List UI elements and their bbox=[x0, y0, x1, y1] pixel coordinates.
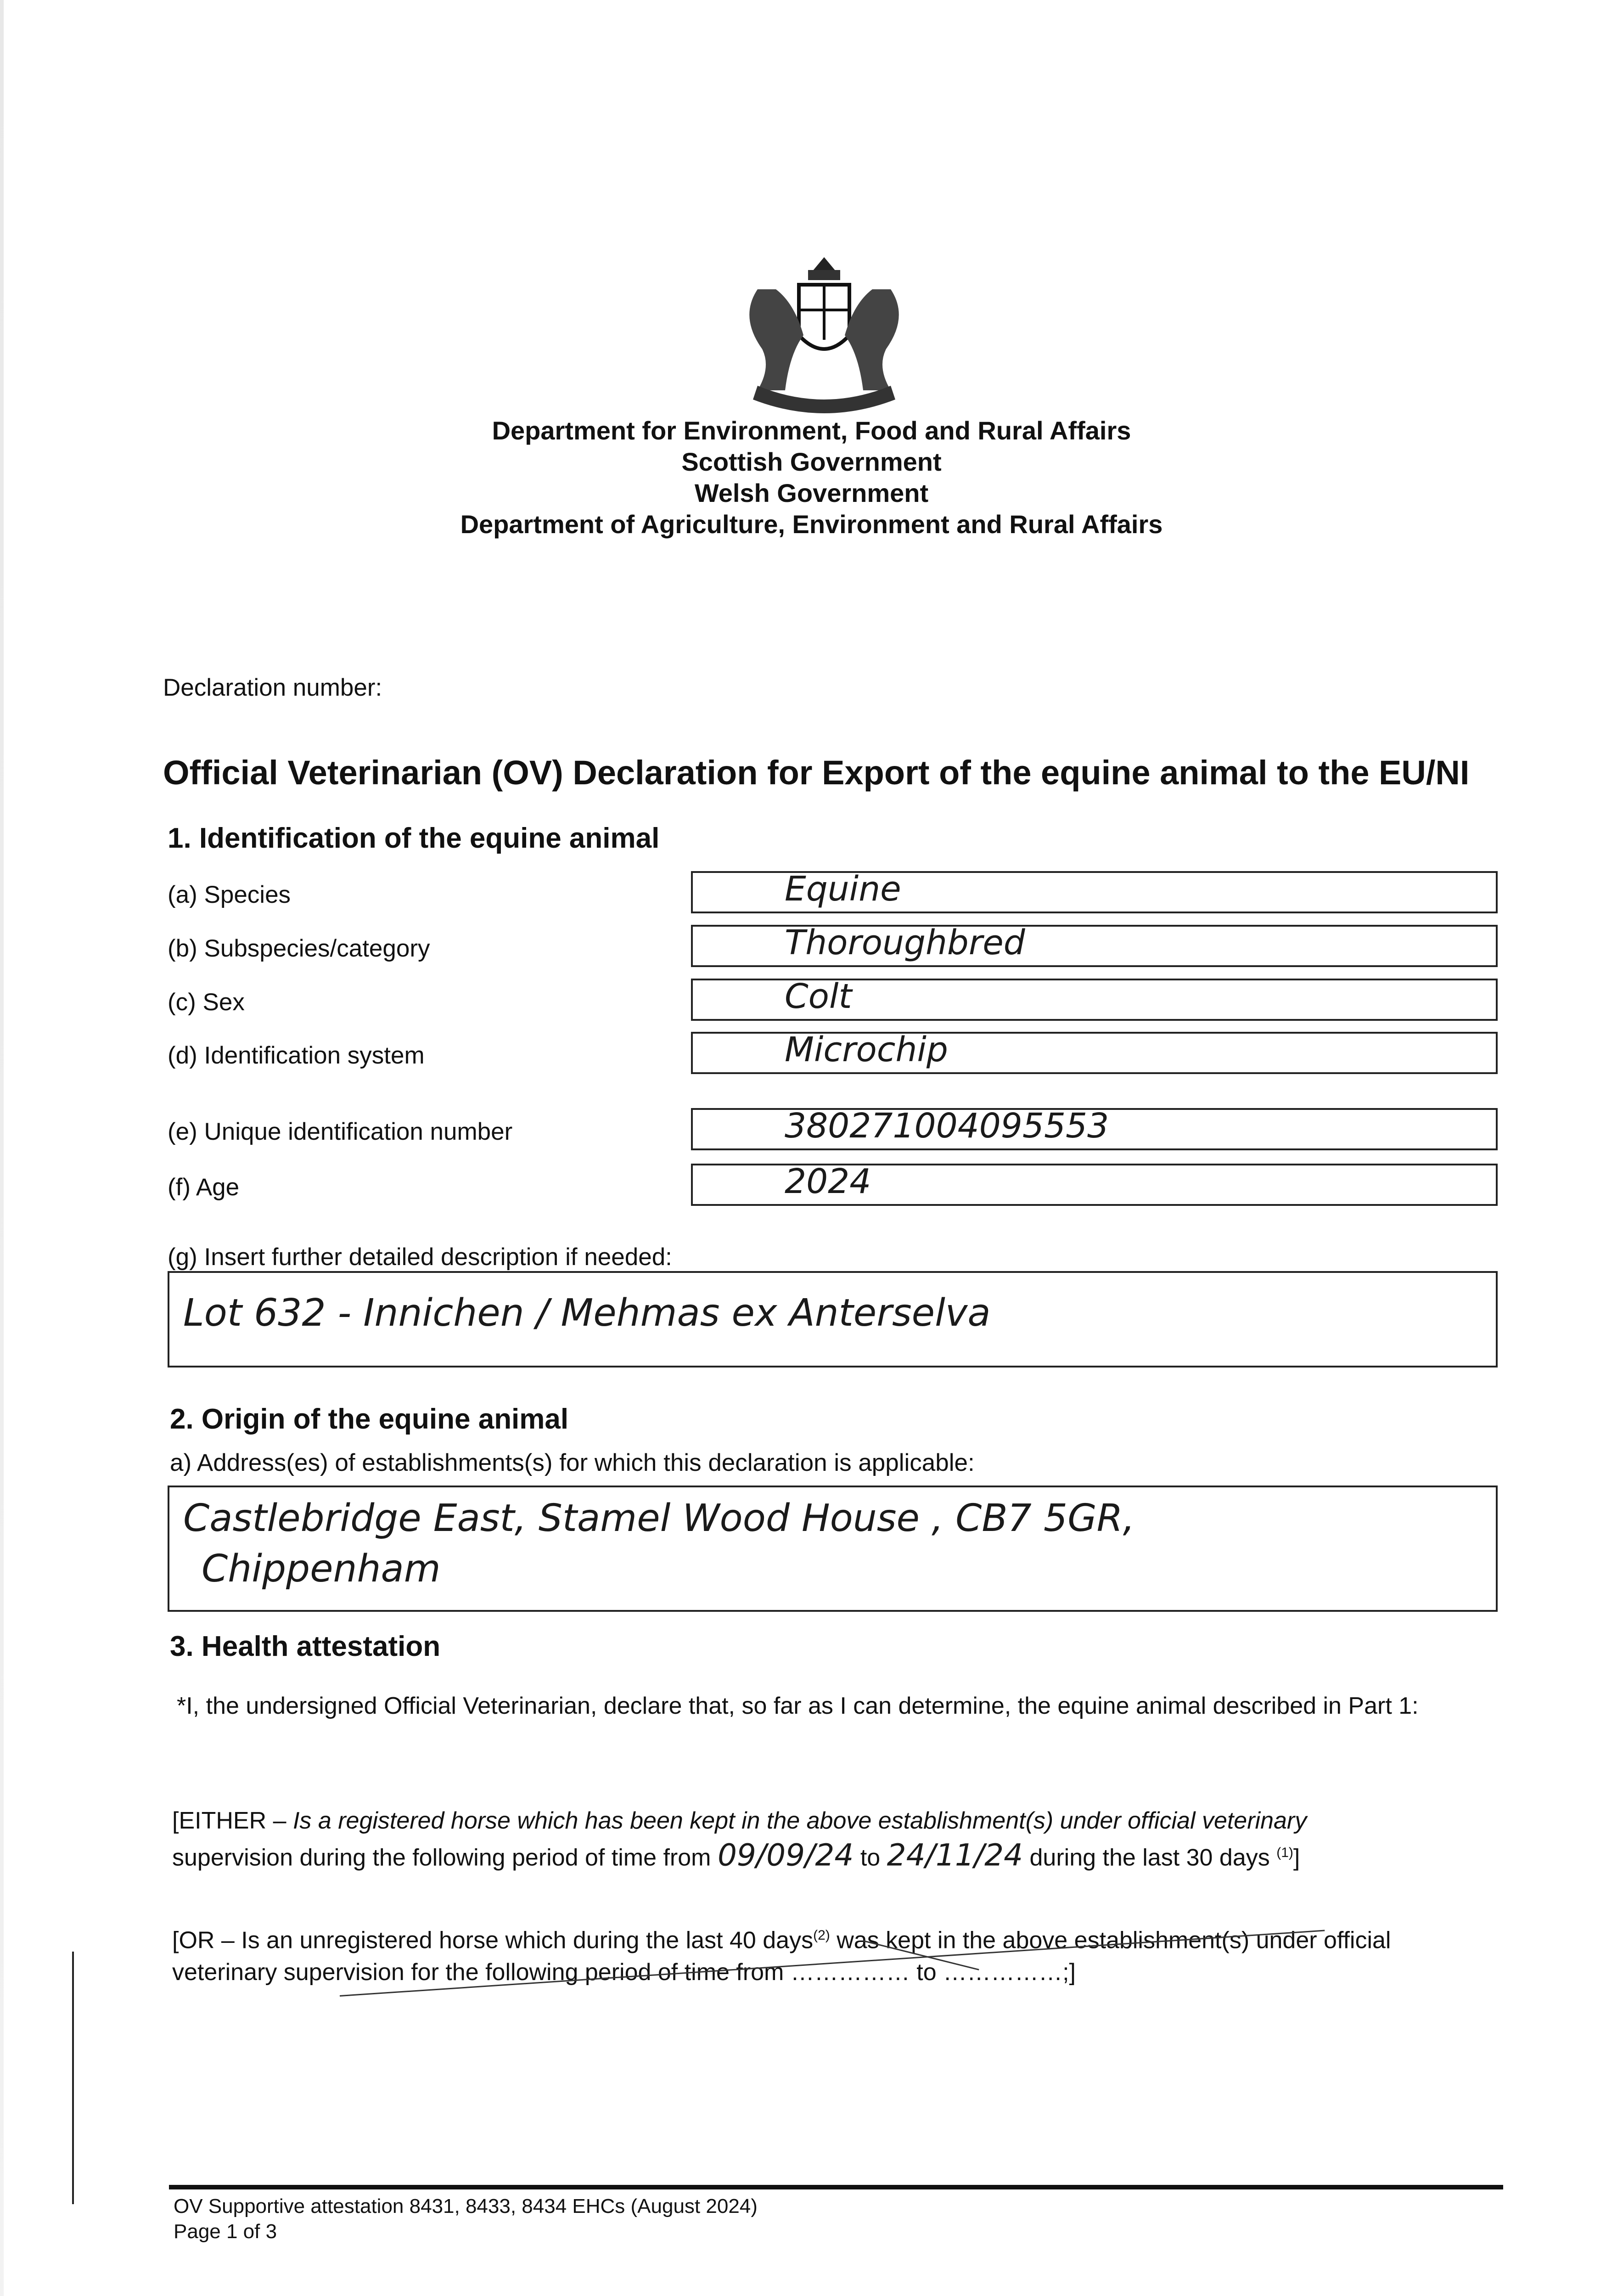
further-description-field bbox=[168, 1271, 1498, 1367]
scan-edge bbox=[0, 0, 4, 2296]
either-close: ] bbox=[1293, 1844, 1300, 1871]
either-to-word: to bbox=[860, 1844, 881, 1871]
field-label-sex: (c) Sex bbox=[168, 989, 245, 1016]
age-field bbox=[691, 1164, 1498, 1206]
either-line2-start: supervision during the following period of time from bbox=[172, 1844, 711, 1871]
address-line-2: Chippenham bbox=[202, 1547, 441, 1591]
uid-field bbox=[691, 1108, 1498, 1150]
dept-line-3: Welsh Government bbox=[694, 478, 929, 507]
footer-page-number: Page 1 of 3 bbox=[174, 2220, 277, 2243]
uid-value: 380271004095553 bbox=[785, 1106, 1109, 1146]
field-label-id-system: (d) Identification system bbox=[168, 1042, 425, 1069]
footer-rule bbox=[169, 2185, 1503, 2189]
id-system-field bbox=[691, 1032, 1498, 1074]
sex-field bbox=[691, 979, 1498, 1021]
document-title: Official Veterinarian (OV) Declaration for Export of the equine animal to the EU/NI bbox=[163, 754, 1470, 792]
either-footnote-ref: (1) bbox=[1276, 1845, 1293, 1860]
footer-form-ref: OV Supportive attestation 8431, 8433, 8434 EHCs (August 2024) bbox=[174, 2195, 758, 2217]
further-description-label: (g) Insert further detailed description if needed: bbox=[168, 1244, 672, 1271]
field-label-age: (f) Age bbox=[168, 1174, 240, 1201]
or-line1-start: [OR – Is an unregistered horse which during the last 40 days bbox=[172, 1927, 814, 1954]
address-field bbox=[168, 1486, 1498, 1612]
margin-line bbox=[72, 1952, 74, 2204]
id-system-value: Microchip bbox=[785, 1030, 948, 1069]
dept-line-1: Department for Environment, Food and Rural Affairs bbox=[492, 416, 1131, 445]
sex-value: Colt bbox=[785, 977, 852, 1016]
section-1-heading: 1. Identification of the equine animal bbox=[168, 822, 660, 854]
either-from-date: 09/09/24 bbox=[717, 1837, 854, 1873]
further-description-value: Lot 632 - Innichen / Mehmas ex Anterselva bbox=[183, 1291, 991, 1335]
royal-coat-of-arms-icon bbox=[730, 248, 918, 418]
either-line2-end: during the last 30 days bbox=[1029, 1844, 1270, 1871]
dept-line-4: Department of Agriculture, Environment and Rural Affairs bbox=[460, 510, 1163, 539]
species-value: Equine bbox=[785, 869, 901, 909]
either-prefix: [EITHER – bbox=[172, 1807, 293, 1834]
subspecies-value: Thoroughbred bbox=[785, 923, 1025, 962]
address-line-1: Castlebridge East, Stamel Wood House , CB7 5GR, bbox=[183, 1497, 1135, 1540]
field-label-subspecies: (b) Subspecies/category bbox=[168, 935, 430, 962]
either-to-date: 24/11/24 bbox=[887, 1837, 1023, 1873]
or-line1-end: was kept in the above establishment(s) under official bbox=[837, 1927, 1391, 1954]
or-clause bbox=[172, 1919, 1499, 1988]
health-attestation-intro: *I, the undersigned Official Veterinarian, declare that, so far as I can determine, the equine animal described in Part 1: bbox=[177, 1693, 1419, 1719]
either-italic-text: Is a registered horse which has been kept in the above establishment(s) under official veterinary bbox=[292, 1807, 1307, 1834]
section-3-heading: 3. Health attestation bbox=[170, 1631, 441, 1662]
subspecies-field bbox=[691, 925, 1498, 967]
field-label-uid: (e) Unique identification number bbox=[168, 1118, 513, 1145]
species-field bbox=[691, 871, 1498, 913]
address-label: a) Address(es) of establishments(s) for which this declaration is applicable: bbox=[170, 1449, 975, 1476]
either-clause bbox=[172, 1805, 1499, 1874]
field-label-species: (a) Species bbox=[168, 881, 291, 908]
section-2-heading: 2. Origin of the equine animal bbox=[170, 1403, 569, 1435]
or-footnote-ref: (2) bbox=[813, 1928, 830, 1943]
declaration-number-label: Declaration number: bbox=[163, 674, 382, 701]
or-line2: veterinary supervision for the following period of time from …………… to ……………;] bbox=[172, 1959, 1076, 1986]
age-value: 2024 bbox=[785, 1162, 871, 1201]
dept-line-2: Scottish Government bbox=[681, 447, 942, 476]
